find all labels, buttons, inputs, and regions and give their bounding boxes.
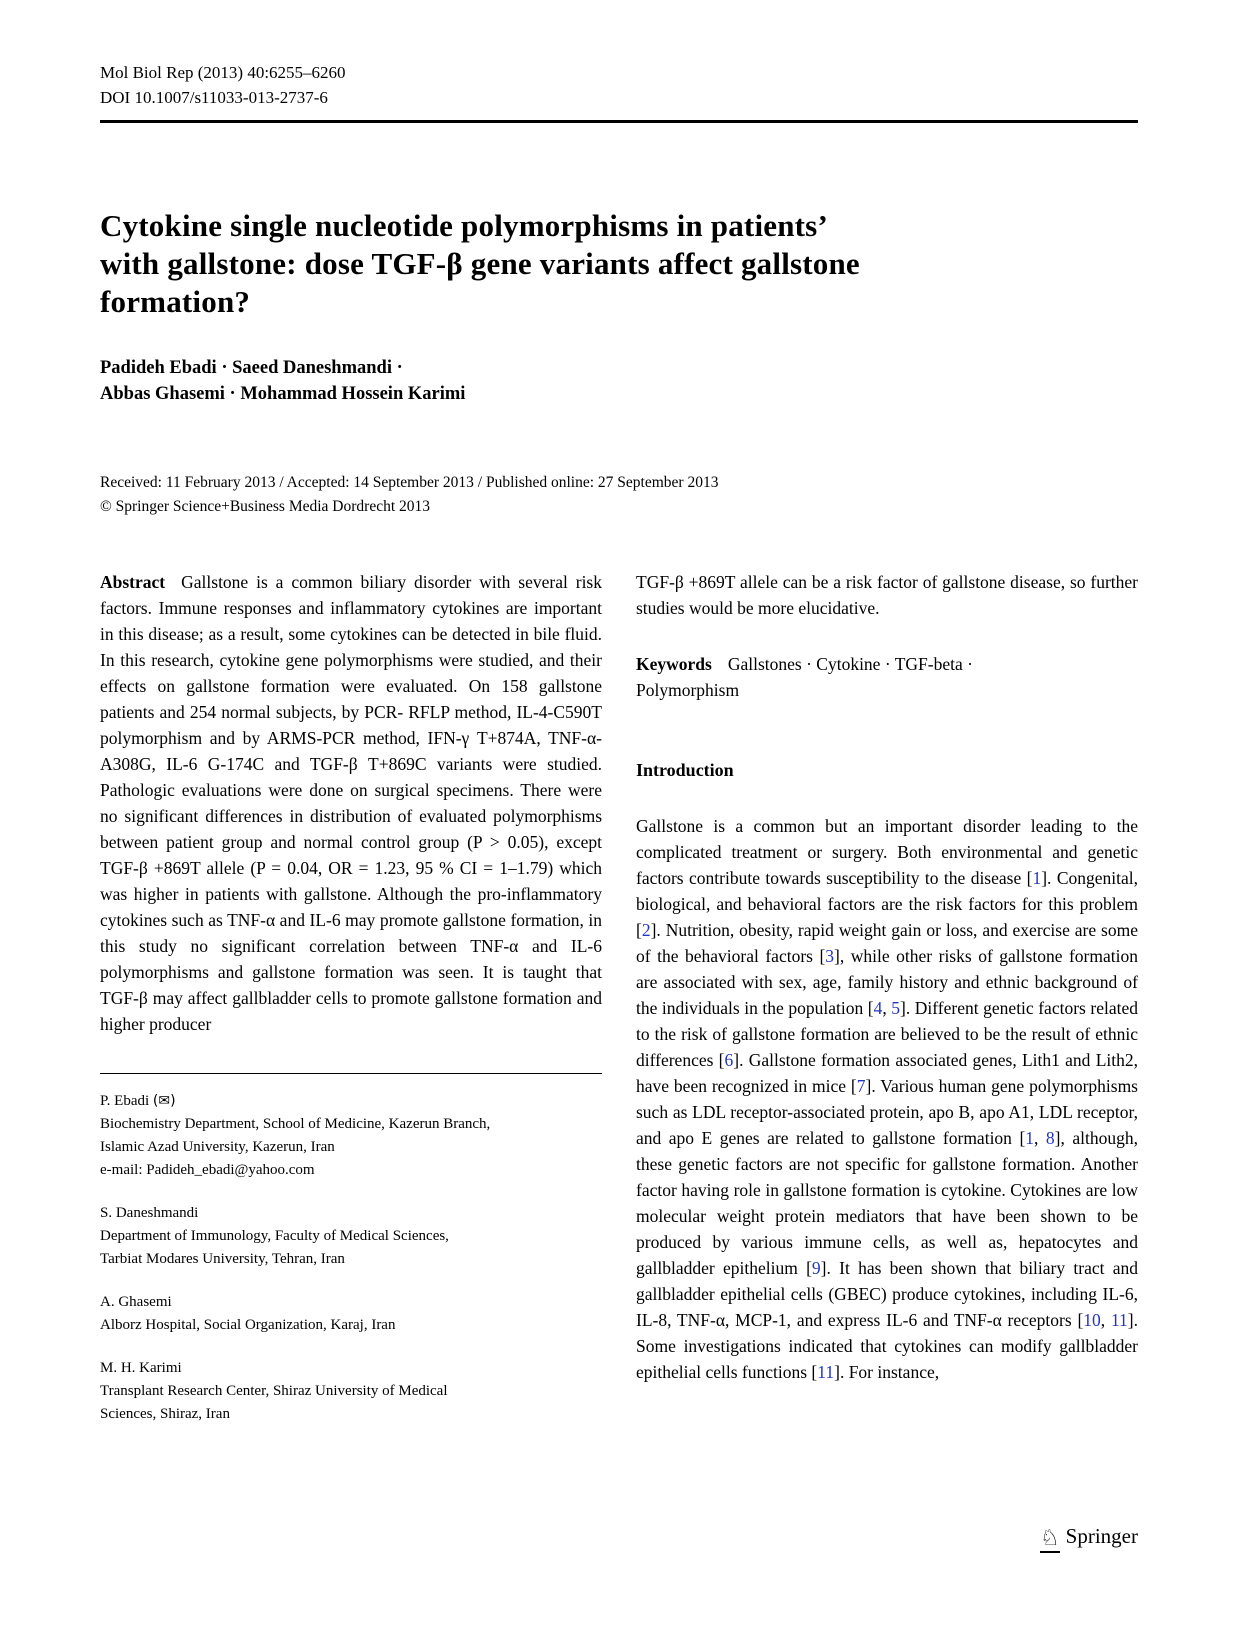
footnote-name: S. Daneshmandi [100,1205,199,1221]
page-title [100,207,1138,321]
citation-link[interactable]: 4 [873,998,883,1018]
two-column-body [100,569,1138,1446]
footnote-author-3 [100,1291,602,1337]
authors-line-1: Padideh Ebadi · Saeed Daneshmandi · [100,358,403,378]
citation-link[interactable]: 7 [856,1076,866,1096]
citation-link[interactable]: 11 [1110,1310,1128,1330]
affiliation-footnotes [100,1073,602,1426]
left-column [100,569,602,1446]
springer-knight-icon: ♘ [1039,1526,1060,1551]
doi: DOI 10.1007/s11033-013-2737-6 [100,88,328,107]
journal-reference: Mol Biol Rep (2013) 40:6255–6260 [100,63,346,82]
citation-link[interactable]: 1 [1032,868,1042,888]
footnote-email-line[interactable]: e-mail: Padideh_ebadi@yahoo.com [100,1162,315,1178]
introduction-heading: Introduction [636,760,734,780]
citation-link[interactable]: 11 [817,1362,835,1382]
received-accepted-line: Received: 11 February 2013 / Accepted: 14 September 2013 / Published online: 27 September 2013 [100,474,719,491]
keywords-label: Keywords [636,654,712,674]
footnote-affiliation-line: Sciences, Shiraz, Iran [100,1406,230,1422]
header-rule [100,120,1138,123]
keywords-block [636,651,1138,703]
citation-link[interactable]: 2 [641,920,651,940]
keywords-text: Gallstones · Cytokine · TGF-beta · [727,654,973,674]
citation-link[interactable]: 1 [1025,1128,1035,1148]
footnote-name: A. Ghasemi [100,1294,172,1310]
footnote-affiliation-line: Islamic Azad University, Kazerun, Iran [100,1139,335,1155]
publisher-footer [100,1524,1138,1553]
article-dates [100,471,1138,519]
footnote-name: P. Ebadi (✉) [100,1093,176,1109]
keywords-line-1 [636,651,1138,677]
footnote-author-2 [100,1202,602,1271]
footnote-name: M. H. Karimi [100,1360,182,1376]
citation-link[interactable]: 9 [811,1258,821,1278]
abstract-continuation-paragraph: TGF-β +869T allele can be a risk factor of gallstone disease, so further studies would be more elucidative. [636,572,1138,618]
footnote-affiliation-line: Biochemistry Department, School of Medicine, Kazerun Branch, [100,1116,491,1132]
footnote-affiliation-line: Transplant Research Center, Shiraz University of Medical [100,1383,448,1399]
citation-link[interactable]: 3 [825,946,835,966]
right-column [636,569,1138,1446]
author-list [100,355,1138,407]
keywords-line-2: Polymorphism [636,680,740,700]
publisher-name: Springer [1065,1524,1138,1548]
title-line-3: formation? [100,284,251,319]
citation-link[interactable]: 6 [724,1050,734,1070]
footnote-affiliation-line: Tarbiat Modares University, Tehran, Iran [100,1251,345,1267]
abstract-text: Gallstone is a common biliary disorder with several risk factors. Immune responses and inflammatory cytokines are important in this disease; as a result, some cytokines can be detected in bile fluid. In this research, cytokine gene polymorphisms were studied, and their effects on gallstone formation were evaluated. On 158 gallstone patients and 254 normal subjects, by PCR- RFLP method, IL-4-C590T polymorphism and by ARMS-PCR method, IFN-γ T+874A, TNF-α-A308G, IL-6 G-174C and TGF-β T+869C variants were studied. Pathologic evaluations were done on surgical specimens. There were no significant differences in distribution of evaluated polymorphisms between patient group and normal control group (P > 0.05), except TGF-β +869T allele (P = 0.04, OR = 1.23, 95 % CI = 1–1.79) which was higher in patients with gallstone. Although the pro-inflammatory cytokines such as TNF-α and IL-6 may promote gallstone formation, in this study no significant correlation between TNF-α and IL-6 polymorphisms and gallstone formation was seen. It is taught that TGF-β may affect gallbladder cells to promote gallstone formation and higher producer [100,572,602,1034]
authors-line-2: Abbas Ghasemi · Mohammad Hossein Karimi [100,384,466,404]
citation-link[interactable]: 8 [1045,1128,1055,1148]
footnote-affiliation-line: Alborz Hospital, Social Organization, Karaj, Iran [100,1317,396,1333]
citation-link[interactable]: 10 [1083,1310,1101,1330]
envelope-icon: (✉) [152,1093,176,1109]
abstract-label: Abstract [100,572,166,592]
abstract-paragraph [100,569,602,1037]
footnote-author-4 [100,1357,602,1426]
page-content [100,0,1138,1446]
journal-header [100,0,1138,110]
introduction-paragraph: Gallstone is a common but an important disorder leading to the complicated treatment or surgery. Both environmental and genetic factors contribute towards susceptibility to the disease [1]. Congenital, biological, and behavioral factors are the risk factors for this problem [2]. Nutrition, obesity, rapid weight gain or loss, and exercise are some of the behavioral factors [3], while other risks of gallstone formation are associated with sex, age, family history and ethnic background of the individuals in the population [4, 5]. Different genetic factors related to the risk of gallstone formation are believed to be the result of ethnic differences [6]. Gallstone formation associated genes, Lith1 and Lith2, have been recognized in mice [7]. Various human gene polymorphisms such as LDL receptor-associated protein, apo B, apo A1, LDL receptor, and apo E genes are related to gallstone formation [1, 8], although, these genetic factors are not specific for gallstone formation. Another factor having role in gallstone formation is cytokine. Cytokines are low molecular weight protein mediators that have been shown to be produced by various immune cells, as well as, hepatocytes and gallbladder epithelium [9]. It has been shown that biliary tract and gallbladder epithelial cells (GBEC) produce cytokines, including IL-6, IL-8, TNF-α, MCP-1, and express IL-6 and TNF-α receptors [10, 11]. Some investigations indicated that cytokines can modify gallbladder epithelial cells functions [11]. For instance, [636,816,1139,1382]
citation-link[interactable]: 5 [891,998,901,1018]
title-line-2: with gallstone: dose TGF-β gene variants affect gallstone [100,246,860,281]
footnote-affiliation-line: Department of Immunology, Faculty of Medical Sciences, [100,1228,449,1244]
copyright-line: © Springer Science+Business Media Dordrecht 2013 [100,498,431,515]
title-line-1: Cytokine single nucleotide polymorphisms in patients’ [100,208,828,243]
footnote-corresponding-author [100,1090,602,1182]
